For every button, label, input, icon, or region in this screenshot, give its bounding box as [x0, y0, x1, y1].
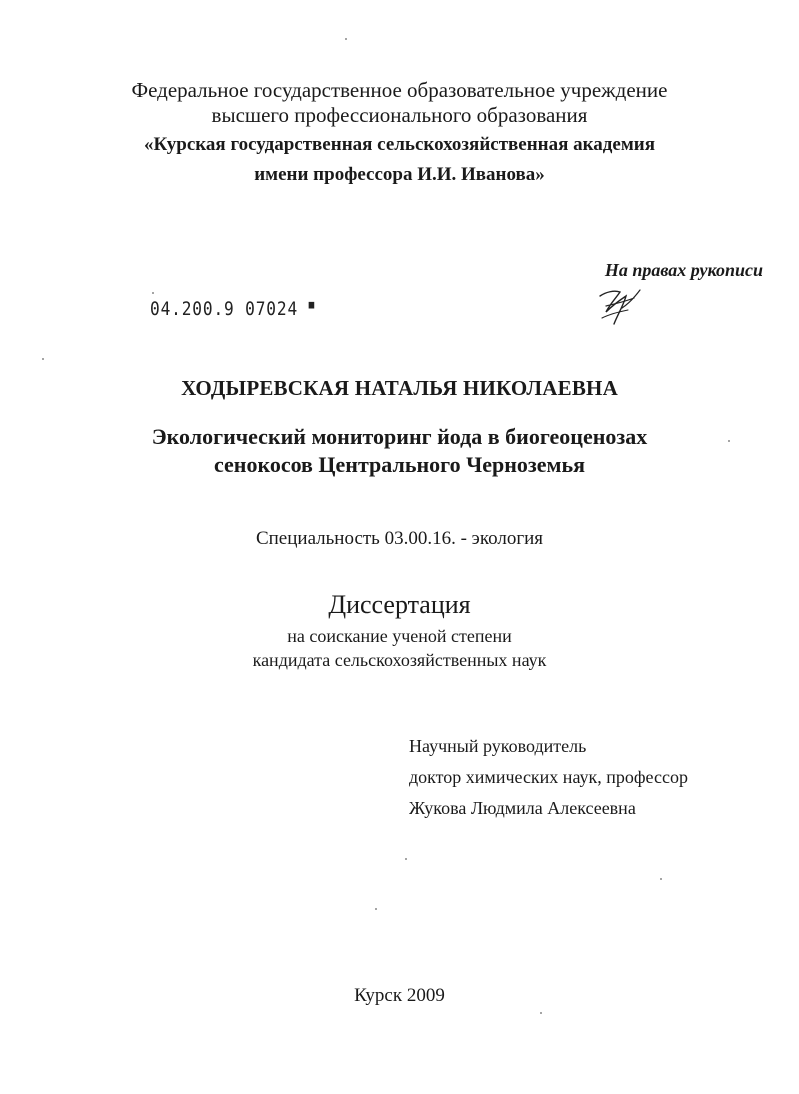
scan-speck — [540, 1012, 542, 1014]
thesis-title-line-1: Экологический мониторинг йода в биогеоценозах — [151, 424, 648, 449]
rights-note: На правах рукописи — [604, 260, 763, 280]
catalog-number — [150, 298, 315, 320]
author-name: ХОДЫРЕВСКАЯ НАТАЛЬЯ НИКОЛАЕВНА — [181, 376, 618, 400]
document-type: Диссертация — [328, 590, 471, 619]
place-year: Курск 2009 — [354, 985, 445, 1006]
scan-speck — [728, 440, 730, 442]
signature-icon — [592, 284, 652, 330]
thesis-title-line-2: сенокосов Центрального Черноземья — [213, 452, 586, 477]
institution-line-3: «Курская государственная сельскохозяйственная академия — [143, 134, 656, 155]
catalog-mark: ■ — [308, 298, 316, 311]
scan-speck — [660, 878, 662, 880]
scan-speck — [345, 38, 347, 40]
scan-speck — [405, 858, 407, 860]
supervisor-block — [409, 731, 688, 824]
catalog-number-text: 04.200.9 07024 — [150, 298, 299, 320]
degree-line-2: кандидата сельскохозяйственных наук — [252, 650, 547, 670]
academy-name — [0, 130, 799, 190]
supervisor-credentials: доктор химических наук, профессор — [409, 767, 688, 787]
scan-speck — [375, 908, 377, 910]
institution-header — [0, 78, 799, 128]
degree-line-1: на соискание ученой степени — [287, 626, 512, 646]
degree — [0, 624, 799, 672]
specialty: Специальность 03.00.16. - экология — [255, 528, 544, 549]
supervisor-name: Жукова Людмила Алексеевна — [409, 798, 636, 818]
institution-line-2: высшего профессионального образования — [211, 103, 588, 127]
institution-line-1: Федеральное государственное образовательное учреждение — [131, 78, 668, 102]
institution-line-4: имени профессора И.И. Иванова» — [254, 164, 545, 185]
scan-speck — [42, 358, 44, 360]
supervisor-role: Научный руководитель — [409, 736, 587, 756]
scan-speck — [152, 292, 154, 294]
thesis-title — [0, 423, 799, 479]
